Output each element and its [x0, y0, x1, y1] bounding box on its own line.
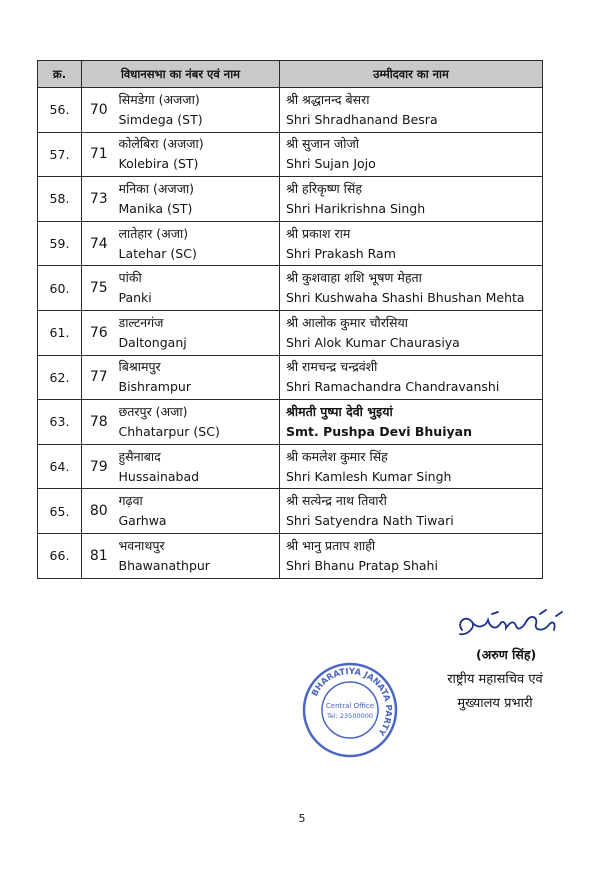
constituency-name-hindi: मनिका (अजजा) [118, 180, 195, 196]
table-row [38, 355, 543, 400]
constituency-name-hindi: कोलेबिरा (अजजा) [118, 136, 204, 152]
table-row [38, 177, 543, 222]
candidate-name-cell [280, 533, 543, 578]
designation-line-1: राष्ट्रीय महासचिव एवं [447, 672, 543, 687]
candidate-name-english: Shri Kamlesh Kumar Singh [286, 468, 452, 484]
candidate-name-cell [280, 132, 543, 177]
constituency-number-cell: 74 [82, 221, 116, 266]
constituency-name-cell [116, 221, 280, 266]
table-row [38, 132, 543, 177]
candidate-name-hindi: श्री हरिकृष्ण सिंह [286, 180, 363, 196]
candidate-name-english: Shri Satyendra Nath Tiwari [286, 513, 454, 529]
constituency-name-english: Manika (ST) [118, 200, 193, 216]
constituency-name-english: Panki [118, 290, 152, 306]
table-row [38, 533, 543, 578]
candidate-name-cell [280, 310, 543, 355]
constituency-name-english: Latehar (SC) [118, 245, 197, 261]
constituency-number-cell: 80 [82, 489, 116, 534]
candidate-name-hindi: श्री भानु प्रताप शाही [286, 537, 376, 553]
candidate-table-container [37, 60, 542, 579]
constituency-name-english: Kolebira (ST) [118, 156, 199, 172]
stamp-outer-text: BHARATIYA JANATA PARTY [310, 666, 394, 738]
header-serial: क्र. [38, 61, 82, 88]
signature-image [452, 608, 567, 650]
page-number: 5 [298, 812, 306, 825]
candidate-name-hindi: श्री प्रकाश राम [286, 225, 351, 241]
candidate-name-english: Shri Ramachandra Chandravanshi [286, 379, 500, 395]
constituency-name-cell [116, 88, 280, 133]
constituency-number-cell: 73 [82, 177, 116, 222]
table-body [38, 88, 543, 579]
table-row [38, 489, 543, 534]
candidate-name-cell [280, 266, 543, 311]
party-stamp [300, 660, 400, 760]
serial-cell: 61. [38, 310, 82, 355]
candidate-name-cell [280, 489, 543, 534]
constituency-name-english: Daltonganj [118, 334, 187, 350]
serial-cell: 63. [38, 400, 82, 445]
candidate-name-english: Shri Kushwaha Shashi Bhushan Mehta [286, 290, 525, 306]
candidate-name-cell [280, 355, 543, 400]
candidate-name-hindi: श्री सत्येन्द्र नाथ तिवारी [286, 493, 387, 509]
constituency-name-cell [116, 177, 280, 222]
constituency-name-cell [116, 266, 280, 311]
table-row [38, 221, 543, 266]
constituency-name-cell [116, 310, 280, 355]
stamp-inner-line-1: Central Office [325, 702, 375, 710]
signatory-name: (अरुण सिंह) [476, 647, 537, 662]
constituency-name-hindi: छतरपुर (अजा) [118, 403, 188, 419]
candidate-name-english: Shri Prakash Ram [286, 245, 396, 261]
candidate-name-hindi: श्रीमती पुष्पा देवी भुइयां [286, 403, 393, 419]
constituency-number-cell: 79 [82, 444, 116, 489]
candidate-name-cell [280, 88, 543, 133]
constituency-number-cell: 78 [82, 400, 116, 445]
constituency-name-hindi: लातेहार (अजा) [118, 225, 189, 241]
table-header-row [38, 61, 543, 88]
candidate-name-cell [280, 177, 543, 222]
constituency-name-cell [116, 355, 280, 400]
candidate-name-cell [280, 444, 543, 489]
candidate-name-hindi: श्री रामचन्द्र चन्द्रवंशी [286, 359, 378, 375]
candidate-table [37, 60, 543, 579]
constituency-name-hindi: सिमडेगा (अजजा) [118, 91, 200, 107]
header-candidate: उम्मीदवार का नाम [280, 61, 543, 88]
constituency-number-cell: 75 [82, 266, 116, 311]
candidate-name-english: Shri Harikrishna Singh [286, 200, 426, 216]
table-row [38, 310, 543, 355]
stamp-inner-line-2: Tel: 23500000 [326, 712, 374, 720]
constituency-name-hindi: पांकी [118, 270, 142, 286]
candidate-name-hindi: श्री कमलेश कुमार सिंह [286, 448, 388, 464]
candidate-name-english: Smt. Pushpa Devi Bhuiyan [286, 423, 472, 439]
candidate-name-hindi: श्री कुशवाहा शशि भूषण मेहता [286, 270, 422, 286]
designation-line-2: मुख्यालय प्रभारी [457, 696, 533, 711]
serial-cell: 57. [38, 132, 82, 177]
serial-cell: 58. [38, 177, 82, 222]
candidate-name-english: Shri Bhanu Pratap Shahi [286, 557, 438, 573]
constituency-name-hindi: डाल्टनगंज [118, 314, 164, 330]
table-row [38, 444, 543, 489]
table-row [38, 400, 543, 445]
signatory-designation [420, 668, 570, 716]
constituency-name-english: Bishrampur [118, 379, 191, 395]
serial-cell: 66. [38, 533, 82, 578]
table-row [38, 266, 543, 311]
candidate-name-hindi: श्री श्रद्धानन्द बेसरा [286, 91, 370, 107]
constituency-number-cell: 81 [82, 533, 116, 578]
candidate-name-cell [280, 400, 543, 445]
candidate-name-english: Shri Sujan Jojo [286, 156, 376, 172]
serial-cell: 62. [38, 355, 82, 400]
constituency-name-english: Hussainabad [118, 468, 200, 484]
constituency-name-english: Garhwa [118, 513, 167, 529]
constituency-name-hindi: भवनाथपुर [118, 537, 165, 553]
constituency-number-cell: 71 [82, 132, 116, 177]
constituency-name-english: Simdega (ST) [118, 111, 203, 127]
constituency-name-english: Bhawanathpur [118, 557, 210, 573]
serial-cell: 65. [38, 489, 82, 534]
candidate-name-english: Shri Alok Kumar Chaurasiya [286, 334, 460, 350]
constituency-name-cell [116, 533, 280, 578]
candidate-name-hindi: श्री सुजान जोजो [286, 136, 359, 152]
table-row [38, 88, 543, 133]
constituency-name-cell [116, 400, 280, 445]
constituency-name-hindi: हुसैनाबाद [118, 448, 161, 464]
candidate-name-hindi: श्री आलोक कुमार चौरसिया [286, 314, 408, 330]
constituency-name-hindi: गढ़वा [118, 493, 143, 509]
candidate-name-english: Shri Shradhanand Besra [286, 111, 438, 127]
constituency-name-hindi: बिश्रामपुर [118, 359, 161, 375]
serial-cell: 56. [38, 88, 82, 133]
candidate-name-cell [280, 221, 543, 266]
constituency-name-cell [116, 444, 280, 489]
constituency-name-cell [116, 489, 280, 534]
serial-cell: 59. [38, 221, 82, 266]
constituency-name-english: Chhatarpur (SC) [118, 423, 220, 439]
constituency-number-cell: 70 [82, 88, 116, 133]
serial-cell: 60. [38, 266, 82, 311]
header-constituency: विधानसभा का नंबर एवं नाम [82, 61, 280, 88]
constituency-number-cell: 76 [82, 310, 116, 355]
constituency-number-cell: 77 [82, 355, 116, 400]
constituency-name-cell [116, 132, 280, 177]
serial-cell: 64. [38, 444, 82, 489]
